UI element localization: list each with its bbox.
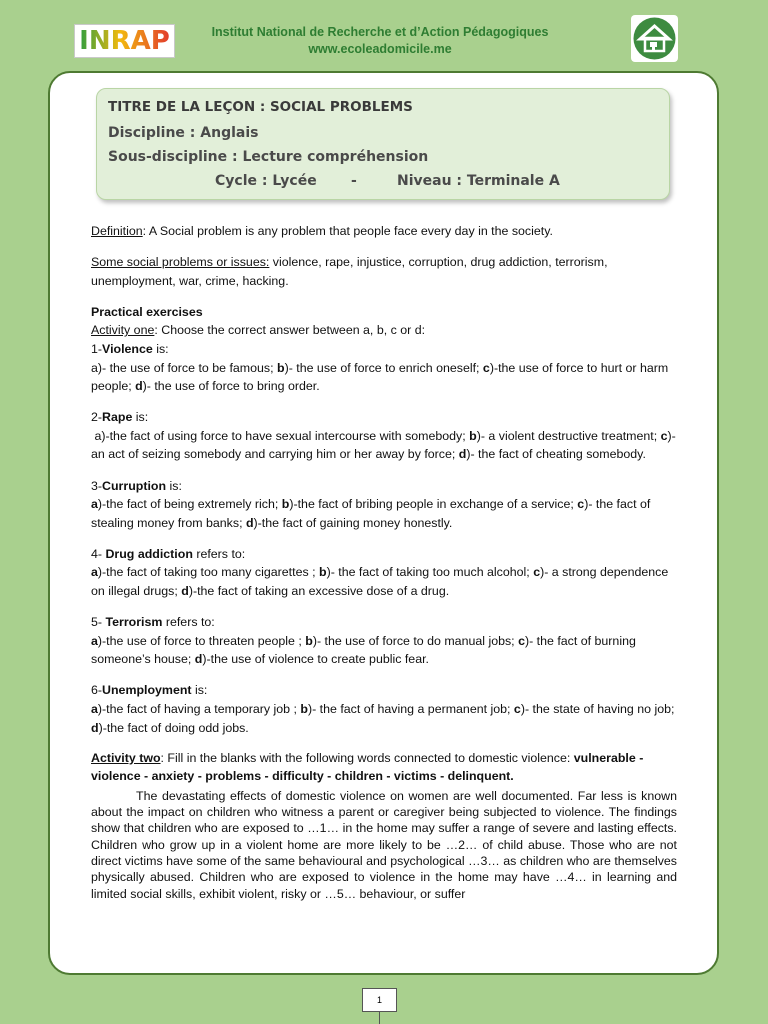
option-b: b (300, 701, 308, 716)
option-c: c (482, 360, 490, 375)
text-span: )-the use of force to hurt or harm people; (91, 360, 669, 394)
text-span (91, 495, 677, 532)
text-span: is: (166, 478, 182, 493)
option-b: b (276, 360, 285, 375)
text-span (91, 477, 677, 496)
definition-paragraph (91, 222, 677, 241)
option-d: d (245, 515, 254, 530)
question-4 (91, 545, 677, 601)
text-span: )- the use of force to be famous; (97, 360, 277, 375)
text-span: 1- (91, 341, 103, 356)
inrap-logo (74, 24, 175, 58)
text-span: )-the fact of bribing people in exchange of a service; (289, 497, 578, 512)
text-span: 2- (91, 410, 103, 425)
text-span: )-the fact of taking an excessive dose of a drug. (188, 584, 450, 598)
text-span: )-the fact of taking too many cigarettes ; (97, 565, 319, 580)
text-span: is: (132, 410, 149, 425)
option-d: d (91, 720, 99, 735)
text-span: )- the fact of taking too much alcohol; (326, 565, 534, 580)
text-span: )-the fact of doing odd jobs. (98, 720, 249, 735)
text-span: is: (152, 341, 169, 356)
option-c: c (577, 497, 585, 512)
activity-two (91, 749, 677, 902)
option-b: b (318, 565, 327, 580)
text-span: )-the fact of gaining money honestly. (253, 515, 453, 530)
question-1 (91, 340, 677, 396)
cycle-separator: - (351, 173, 357, 189)
option-d: d (194, 652, 203, 667)
text-span: 3- (91, 478, 103, 493)
text-span: )- an act of seizing somebody and carrying him or her away by force; (91, 428, 676, 462)
activity-two-instruction: : Fill in the blanks with the following words connected to domestic violence: (160, 750, 574, 765)
text-span: 6- (91, 683, 103, 698)
text-span: )-the fact of using force to have sexual intercourse with somebody; (101, 428, 470, 443)
discipline: Discipline : Anglais (108, 125, 259, 141)
text-span: )- the use of force to enrich oneself; (284, 360, 483, 375)
text-span: )- the fact of burning someone’s house; (91, 633, 636, 667)
school-house-logo-icon (631, 15, 678, 62)
text-span: )- a violent destructive treatment; (476, 428, 661, 443)
question-6 (91, 681, 677, 737)
institution-block (180, 24, 580, 58)
institution-name: Institut National de Recherche et d’Action Pédagogiques (211, 25, 549, 39)
option-c: c (660, 428, 668, 443)
page-header (0, 0, 768, 70)
text-span: )- a strong dependence on illegal drugs; (91, 565, 669, 598)
option-b: b (281, 497, 290, 512)
question-term: Rape (102, 410, 133, 425)
option-c: c (533, 565, 541, 580)
question-term: Violence (102, 341, 153, 356)
activity-two-label: Activity two (91, 750, 161, 765)
text-span (91, 749, 677, 786)
question-2 (91, 408, 677, 464)
activity-one-label: Activity one (91, 323, 155, 338)
niveau: Niveau : Terminale A (397, 173, 560, 189)
option-a: a (91, 701, 98, 716)
text-span: )- the use of force to do manual jobs; (312, 633, 519, 648)
definition-text: : A Social problem is any problem that people face every day in the society. (142, 224, 553, 238)
cycle: Cycle : Lycée (215, 173, 317, 189)
question-5 (91, 613, 677, 669)
question-term: Terrorism (105, 615, 163, 630)
text-span: )-the use of force to threaten people ; (97, 633, 306, 648)
text-span (91, 563, 677, 600)
text-span: )- the use of force to bring order. (142, 379, 320, 394)
text-span: is: (191, 683, 208, 698)
question-term: Unemployment (102, 683, 192, 698)
issues-label: Some social problems or issues: (91, 255, 270, 270)
text-span (91, 340, 677, 359)
question-term: Curruption (102, 478, 167, 493)
lesson-content (91, 222, 677, 914)
text-span (91, 632, 677, 669)
inrap-logo-text: INRAP (79, 26, 170, 56)
text-span (91, 613, 677, 632)
question-term: Drug addiction (105, 546, 193, 561)
text-span (91, 359, 677, 396)
option-b: b (305, 633, 313, 648)
text-span (91, 700, 677, 737)
option-d: d (458, 447, 467, 462)
text-span: )-the fact of being extremely rich; (97, 497, 282, 512)
text-span (91, 545, 677, 564)
text-span (91, 408, 677, 427)
text-span (91, 681, 677, 700)
text-span: refers to: (192, 546, 246, 561)
option-b: b (469, 428, 477, 443)
issues-text: violence, rape, injustice, corruption, drug addiction, terrorism, unemployment, war, crime, hacking. (91, 255, 608, 288)
text-span: )-the use of violence to create public fear. (202, 652, 429, 667)
lesson-title-box (96, 88, 670, 200)
page-number-connector (379, 1012, 380, 1024)
option-a: a (91, 360, 98, 375)
definition-label: Definition (91, 224, 143, 238)
option-a: a (91, 633, 98, 648)
page-number: 1 (362, 988, 397, 1012)
activity-two-words: vulnerable - violence - anxiety - problems - difficulty - children - victims - delinquent. (91, 750, 644, 784)
option-d: d (135, 379, 143, 394)
option-c: c (513, 701, 521, 716)
option-d: d (181, 584, 189, 598)
text-span: )-the fact of having a temporary job ; (97, 701, 301, 716)
lesson-title: TITRE DE LA LEÇON : SOCIAL PROBLEMS (108, 99, 413, 115)
text-span: 5- (91, 615, 106, 630)
text-span: Practical exercises (91, 304, 203, 319)
text-span: )- the fact of stealing money from banks; (91, 497, 651, 530)
text-span: 4- (91, 546, 106, 561)
text-span: )- the fact of having a permanent job; (307, 701, 514, 716)
activity-one-instruction: : Choose the correct answer between a, b, c or d: (154, 323, 426, 338)
text-span: refers to: (162, 615, 215, 630)
practical-heading (91, 303, 677, 322)
option-a: a (91, 565, 98, 580)
fill-in-paragraph: The devastating effects of domestic violence on women are well documented. Far less is known about the impact on children who witness a parent or caregiver being subjected to violence. The findings show that children who are exposed to …1… in the home may suffer a range of severe and lasting effects. Children who grow up in a violent home are more likely to be …2… of child abuse. Those who are not direct victims have some of the same behavioural and psychological …3… as children who are themselves physically abused. Children who are exposed to violence in the home may have …4… in learning and limited social skills, exhibit violent, risky or …5… behaviour, or suffer (91, 788, 677, 901)
text-span: )- the state of having no job; (520, 701, 675, 716)
sous-discipline: Sous-discipline : Lecture compréhension (108, 149, 429, 165)
option-a: a (94, 428, 102, 443)
question-3 (91, 477, 677, 533)
website-link[interactable]: www.ecoleadomicile.me (308, 42, 452, 56)
option-a: a (91, 497, 98, 512)
issues-paragraph (91, 253, 677, 290)
text-span: )- the fact of cheating somebody. (466, 447, 646, 462)
option-c: c (518, 633, 525, 648)
text-span (91, 427, 677, 464)
activity-one-heading (91, 321, 677, 340)
